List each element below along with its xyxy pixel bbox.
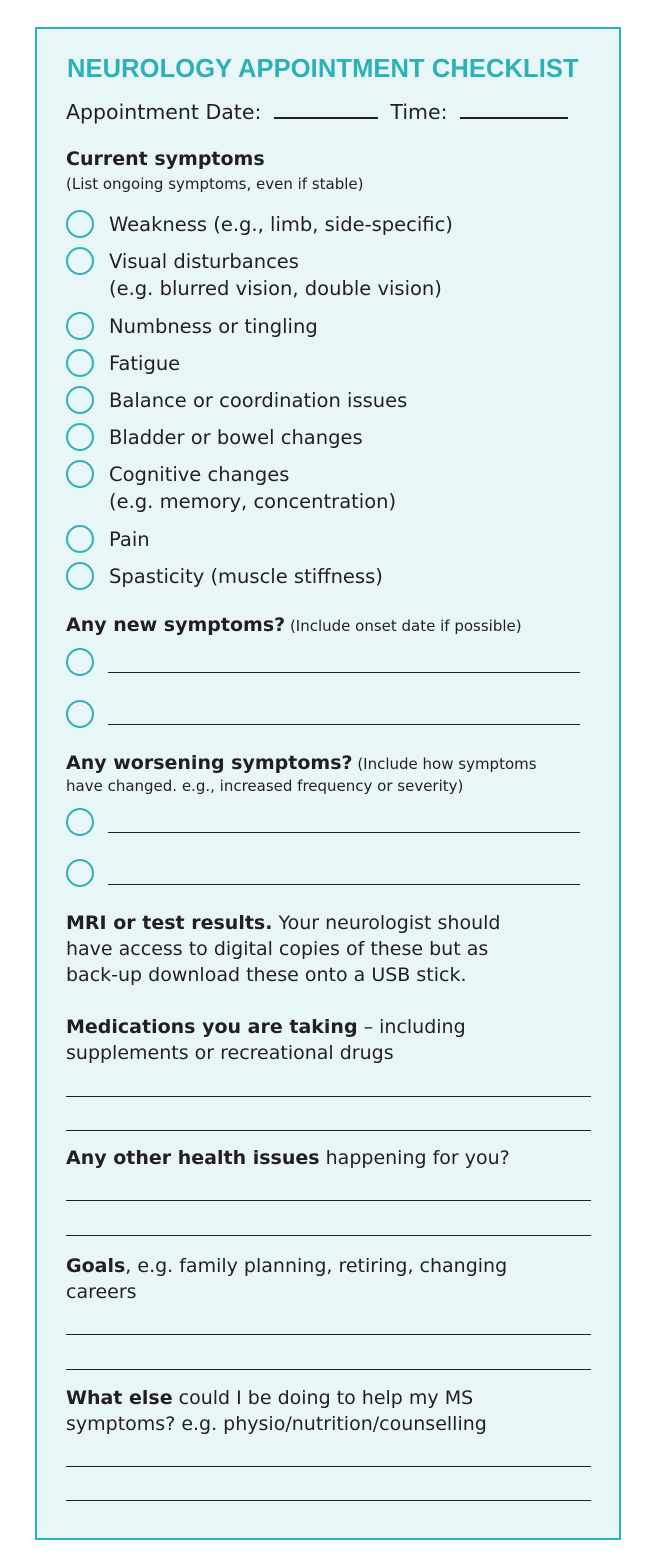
symptom-label-pain: Pain	[109, 528, 150, 551]
appointment-date-field[interactable]	[274, 99, 378, 119]
symptom-checkbox-balance[interactable]	[66, 386, 94, 414]
worsening-symptoms-note-2: have changed. e.g., increased frequency or severity)	[66, 777, 464, 795]
what-else-heading: What else	[66, 1387, 173, 1409]
worsening-symptoms-heading: Any worsening symptoms?	[66, 752, 353, 774]
worsening-symptom-checkbox-1[interactable]	[66, 808, 94, 836]
other-health-line-1[interactable]	[66, 1200, 591, 1201]
symptom-checkbox-bladder[interactable]	[66, 423, 94, 451]
mri-text-line-3: back-up download these onto a USB stick.	[66, 964, 467, 986]
symptom-label-numbness: Numbness or tingling	[109, 315, 318, 338]
symptom-label-fatigue: Fatigue	[109, 352, 181, 375]
symptom-sublabel-cognitive: (e.g. memory, concentration)	[109, 490, 397, 513]
new-symptoms-note: (Include onset date if possible)	[285, 617, 522, 635]
other-health-heading: Any other health issues	[66, 1147, 320, 1169]
symptom-label-spasticity: Spasticity (muscle stiffness)	[109, 565, 383, 588]
worsening-symptoms-note: (Include how symptoms	[352, 755, 537, 773]
new-symptom-checkbox-1[interactable]	[66, 648, 94, 676]
medications-line-2[interactable]	[66, 1130, 591, 1131]
worsening-symptom-checkbox-2[interactable]	[66, 859, 94, 887]
symptom-checkbox-visual[interactable]	[66, 247, 94, 275]
symptom-label-weakness: Weakness (e.g., limb, side-specific)	[109, 213, 453, 236]
what-else-text-line-2: symptoms? e.g. physio/nutrition/counselling	[66, 1413, 487, 1435]
appointment-time-label: Time:	[390, 100, 448, 124]
symptom-checkbox-pain[interactable]	[66, 525, 94, 553]
symptom-label-cognitive: Cognitive changes	[109, 463, 290, 486]
symptom-checkbox-numbness[interactable]	[66, 312, 94, 340]
new-symptom-line-1[interactable]	[108, 672, 580, 673]
medications-text-line-1: Medications you are taking – including	[66, 1016, 466, 1038]
worsening-symptom-line-2[interactable]	[108, 884, 580, 885]
symptom-checkbox-spasticity[interactable]	[66, 562, 94, 590]
symptom-checkbox-weakness[interactable]	[66, 210, 94, 238]
new-symptoms-heading: Any new symptoms?	[66, 614, 286, 636]
what-else-text-line-1: What else could I be doing to help my MS	[66, 1387, 474, 1409]
goals-line-1[interactable]	[66, 1334, 591, 1335]
appointment-row	[66, 99, 568, 124]
goals-line-2[interactable]	[66, 1369, 591, 1370]
checklist-card	[35, 27, 621, 1540]
symptom-checkbox-fatigue[interactable]	[66, 349, 94, 377]
mri-text-line-2: have access to digital copies of these but as	[66, 938, 489, 960]
new-symptom-checkbox-2[interactable]	[66, 700, 94, 728]
worsening-symptoms-heading-row	[66, 752, 537, 774]
current-symptoms-note: (List ongoing symptoms, even if stable)	[66, 175, 364, 193]
symptom-label-visual: Visual disturbances	[109, 250, 299, 273]
goals-heading: Goals	[66, 1255, 126, 1277]
mri-text-line-1: MRI or test results. Your neurologist should	[66, 912, 501, 934]
mri-heading: MRI or test results.	[66, 912, 273, 934]
symptom-checkbox-cognitive[interactable]	[66, 460, 94, 488]
other-health-line-2[interactable]	[66, 1235, 591, 1236]
goals-text-line-1: Goals, e.g. family planning, retiring, changing	[66, 1255, 508, 1277]
medications-heading: Medications you are taking	[66, 1016, 358, 1038]
new-symptoms-heading-row	[66, 614, 522, 636]
current-symptoms-heading: Current symptoms	[66, 148, 265, 170]
appointment-date-label: Appointment Date:	[66, 100, 262, 124]
symptom-sublabel-visual: (e.g. blurred vision, double vision)	[109, 277, 442, 300]
what-else-line-2[interactable]	[66, 1500, 591, 1501]
symptom-label-balance: Balance or coordination issues	[109, 389, 408, 412]
appointment-time-field[interactable]	[460, 99, 568, 119]
other-health-text: Any other health issues happening for you?	[66, 1147, 510, 1169]
goals-text-line-2: careers	[66, 1281, 137, 1303]
symptom-label-bladder: Bladder or bowel changes	[109, 426, 363, 449]
medications-line-1[interactable]	[66, 1096, 591, 1097]
worsening-symptom-line-1[interactable]	[108, 832, 580, 833]
checklist-title: NEUROLOGY APPOINTMENT CHECKLIST	[67, 55, 579, 83]
what-else-line-1[interactable]	[66, 1466, 591, 1467]
new-symptom-line-2[interactable]	[108, 724, 580, 725]
medications-text-line-2: supplements or recreational drugs	[66, 1042, 394, 1064]
